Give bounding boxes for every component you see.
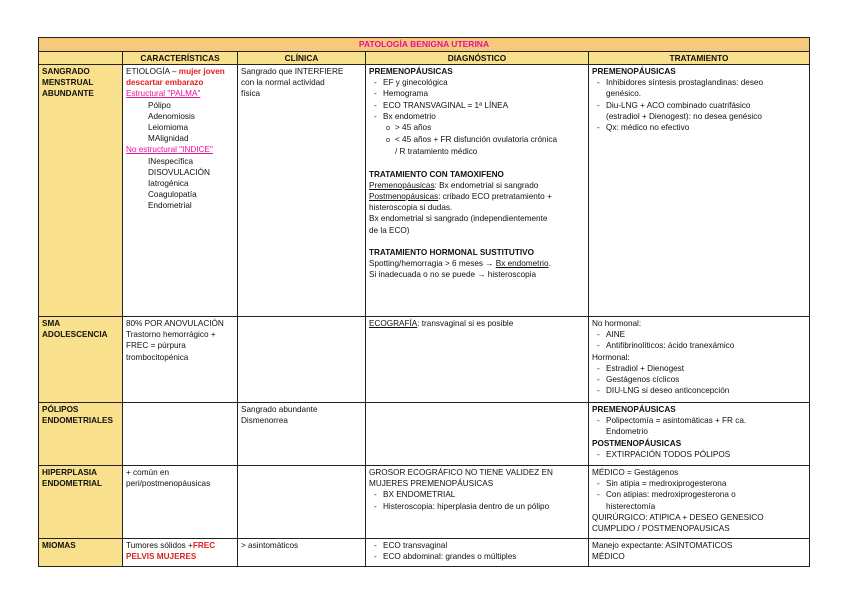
caract-line — [126, 540, 234, 551]
cell-diagnostico — [366, 65, 589, 317]
cell-clinica — [238, 466, 366, 539]
tamoxifeno-bx: de la ECO) — [369, 225, 410, 235]
cell-caracteristicas — [123, 466, 238, 539]
diag-line: GROSOR ECOGRÁFICO NO TIENE VALIDEZ EN — [369, 468, 553, 477]
trat-item-cont: Endometrio — [606, 427, 648, 437]
diag-item: - Bx endometrio — [369, 111, 585, 122]
tamoxifeno-post-text: : cribado ECO pretratamiento + — [438, 192, 552, 202]
row-label-adolescencia — [39, 317, 123, 403]
trat-item: - Diu-LNG + ACO combinado cuatrifásico — [592, 100, 806, 111]
table-row — [39, 539, 810, 567]
cell-diagnostico — [366, 466, 589, 539]
trat-quirurgico: CUMPLIDO / POSTMENOPAUSICAS — [592, 524, 730, 534]
row-label-line: MENSTRUAL — [42, 78, 94, 88]
cell-diagnostico — [366, 539, 589, 567]
trat-quirurgico: QUIRÚRGICO: ATIPICA + DESEO GENESICO — [592, 512, 764, 522]
diag-eco-text: : transvaginal si es posible — [417, 319, 514, 328]
clinica-line: Sangrado que INTERFIERE — [241, 67, 344, 76]
cell-tratamiento — [589, 65, 810, 317]
row-label-line: SMA — [42, 319, 61, 328]
cell-clinica — [238, 539, 366, 567]
tamoxifeno-pre-text: : Bx endometrial si sangrado — [434, 180, 539, 190]
tamoxifeno-pre — [369, 180, 585, 191]
row-label-line: ADOLESCENCIA — [42, 330, 108, 340]
trat-item: - Antifibrinolíticos: ácido tranexámico — [592, 340, 806, 351]
trat-title: PREMENOPÁUSICAS — [592, 67, 676, 76]
etiologia-line — [126, 66, 234, 77]
etiologia-highlight: mujer joven — [178, 67, 225, 76]
palma-item: MAlignidad — [148, 134, 189, 144]
table-row — [39, 317, 810, 403]
tamoxifeno-bx: Bx endometrial si sangrado (independientemente — [369, 214, 548, 224]
cell-clinica — [238, 65, 366, 317]
row-label-hiperplasia — [39, 466, 123, 539]
etiologia-highlight-2: descartar embarazo — [126, 78, 204, 88]
spacer — [369, 158, 585, 169]
trat-nohormonal: No hormonal: — [592, 319, 642, 328]
cell-tratamiento — [589, 539, 810, 567]
trat-item: - DIU-LNG si deseo anticoncepción — [592, 385, 806, 396]
indice-item: Endometrial — [148, 201, 192, 211]
diag-subitem-cont: / R tratamiento médico — [395, 147, 478, 157]
indice-item: Coagulopatía — [148, 190, 197, 200]
ths-text: Spotting/hemorragia > 6 meses → — [369, 259, 496, 269]
cell-tratamiento — [589, 403, 810, 466]
clinica-line: Sangrado abundante — [241, 405, 318, 414]
trat-post-title: POSTMENOPÁUSICAS — [592, 438, 682, 448]
trat-medico: MÉDICO = Gestágenos — [592, 468, 679, 477]
etiologia-label: ETIOLOGÍA – — [126, 67, 179, 76]
tamoxifeno-pre-label: Premenopáusicas — [369, 180, 435, 190]
table-title: PATOLOGÍA BENIGNA UTERINA — [39, 38, 810, 52]
ths-title: TRATAMIENTO HORMONAL SUSTITUTIVO — [369, 247, 534, 257]
trat-item: - Estradiol + Dienogest — [592, 363, 806, 374]
trat-item: - EXTIRPACIÓN TODOS PÓLIPOS — [592, 449, 806, 460]
trat-item: - Gestágenos cíclicos — [592, 374, 806, 385]
trat-line: Manejo expectante: ASINTOMATICOS — [592, 541, 733, 550]
diag-item: - EF y ginecológica — [369, 77, 585, 88]
trat-item: - Con atipias: medroxiprogesterona o — [592, 489, 806, 500]
cell-caracteristicas — [123, 403, 238, 466]
estructural-heading: Estructural "PALMA" — [126, 89, 201, 99]
trat-hormonal: Hormonal: — [592, 352, 630, 362]
no-estructural-heading: No estructural "INDICE" — [126, 145, 213, 155]
diag-item: - Hemograma — [369, 88, 585, 99]
cell-tratamiento — [589, 317, 810, 403]
trat-item: - Polipectomía = asintomáticas + FR ca. — [592, 415, 806, 426]
ths-line-1 — [369, 258, 585, 269]
header-empty — [39, 52, 123, 65]
cell-caracteristicas — [123, 539, 238, 567]
row-label-line: ENDOMETRIAL — [42, 479, 103, 489]
ths-line-2: Si inadecuada o no se puede → histeroscopia — [369, 270, 537, 280]
cell-diagnostico — [366, 403, 589, 466]
cell-clinica — [238, 317, 366, 403]
table-row — [39, 65, 810, 317]
row-label-line: ABUNDANTE — [42, 89, 94, 99]
trat-item: - Sin atipia = medroxiprogesterona — [592, 478, 806, 489]
tamoxifeno-post — [369, 191, 585, 202]
diag-item: - ECO TRANSVAGINAL = 1ª LÍNEA — [369, 100, 585, 111]
patologia-table — [38, 37, 810, 567]
indice-item: DISOVULACIÓN — [148, 167, 210, 177]
trat-item-cont: genésico. — [606, 89, 642, 99]
caract-line: 80% POR ANOVULACIÓN — [126, 319, 224, 328]
trat-item-cont: histerectomía — [606, 501, 656, 511]
clinica-line: con la normal actividad — [241, 78, 325, 88]
header-diagnostico: DIAGNÓSTICO — [366, 52, 589, 65]
caract-line: Trastorno hemorrágico + — [126, 330, 216, 340]
diag-subitem: o > 45 años — [369, 122, 585, 134]
header-row — [39, 52, 810, 65]
diag-eco-line — [369, 318, 585, 329]
diag-item: - ECO abdominal: grandes o múltiples — [369, 551, 585, 562]
indice-item: Iatrogénica — [148, 179, 189, 189]
caract-line: FREC = púrpura — [126, 341, 186, 351]
cell-caracteristicas — [123, 65, 238, 317]
trat-line: MÉDICO — [592, 552, 625, 562]
trat-item: - Inhibidores síntesis prostaglandinas: deseo — [592, 77, 806, 88]
caract-highlight: FREC — [192, 541, 216, 550]
indice-item: INespecífica — [148, 156, 194, 166]
table-row — [39, 403, 810, 466]
spacer — [369, 236, 585, 247]
caract-highlight-2: PELVIS MUJERES — [126, 552, 197, 562]
row-label-line: HIPERPLASIA — [42, 468, 98, 477]
tamoxifeno-title: TRATAMIENTO CON TAMOXIFENO — [369, 169, 504, 179]
trat-item: - AINE — [592, 329, 806, 340]
palma-item: Pólipo — [148, 100, 171, 110]
table-title-row — [39, 38, 810, 52]
ths-bx: Bx endometrio — [495, 259, 549, 269]
header-clinica: CLÍNICA — [238, 52, 366, 65]
diag-item: - Histeroscopia: hiperplasia dentro de un pólipo — [369, 501, 585, 512]
row-label-polipos — [39, 403, 123, 466]
tamoxifeno-post-label: Postmenopáusicas — [369, 192, 439, 202]
diag-pre-title: PREMENOPÁUSICAS — [369, 67, 453, 76]
diag-eco-label: ECOGRAFÍA — [369, 319, 418, 328]
trat-item-cont: (estradiol + Dienogest): no desea genésico — [606, 111, 762, 121]
caract-text: Tumores sólidos + — [126, 541, 193, 550]
header-caracteristicas: CARACTERÍSTICAS — [123, 52, 238, 65]
header-tratamiento: TRATAMIENTO — [589, 52, 810, 65]
palma-item: Leiomioma — [148, 123, 189, 133]
caract-line: trombocitopénica — [126, 352, 189, 362]
clinica-line: física — [241, 89, 261, 99]
ths-dot: . — [548, 259, 551, 269]
cell-clinica — [238, 403, 366, 466]
cell-caracteristicas — [123, 317, 238, 403]
row-label-line: ENDOMETRIALES — [42, 416, 113, 426]
row-label-line: MIOMAS — [42, 541, 76, 550]
diag-item: - ECO transvaginal — [369, 540, 585, 551]
cell-tratamiento — [589, 466, 810, 539]
diag-line: MUJERES PREMENOPÁUSICAS — [369, 479, 494, 489]
palma-item: Adenomiosis — [148, 111, 195, 121]
caract-line: peri/postmenopáusicas — [126, 479, 211, 489]
trat-pre-title: PREMENOPÁUSICAS — [592, 405, 676, 414]
caract-line: + común en — [126, 468, 170, 477]
trat-item: - Qx: médico no efectivo — [592, 122, 806, 133]
table-row — [39, 466, 810, 539]
row-label-miomas — [39, 539, 123, 567]
clinica-line: > asintomáticos — [241, 541, 299, 550]
row-label-line: SANGRADO — [42, 67, 90, 76]
clinica-line: Dismenorrea — [241, 416, 288, 426]
cell-diagnostico — [366, 317, 589, 403]
tamoxifeno-post-cont: histeroscopia si dudas. — [369, 203, 453, 213]
diag-item: - BX ENDOMETRIAL — [369, 489, 585, 500]
row-label-sma — [39, 65, 123, 317]
row-label-line: PÓLIPOS — [42, 405, 79, 414]
diag-subitem: o < 45 años + FR disfunción ovulatoria crónica — [369, 134, 585, 146]
